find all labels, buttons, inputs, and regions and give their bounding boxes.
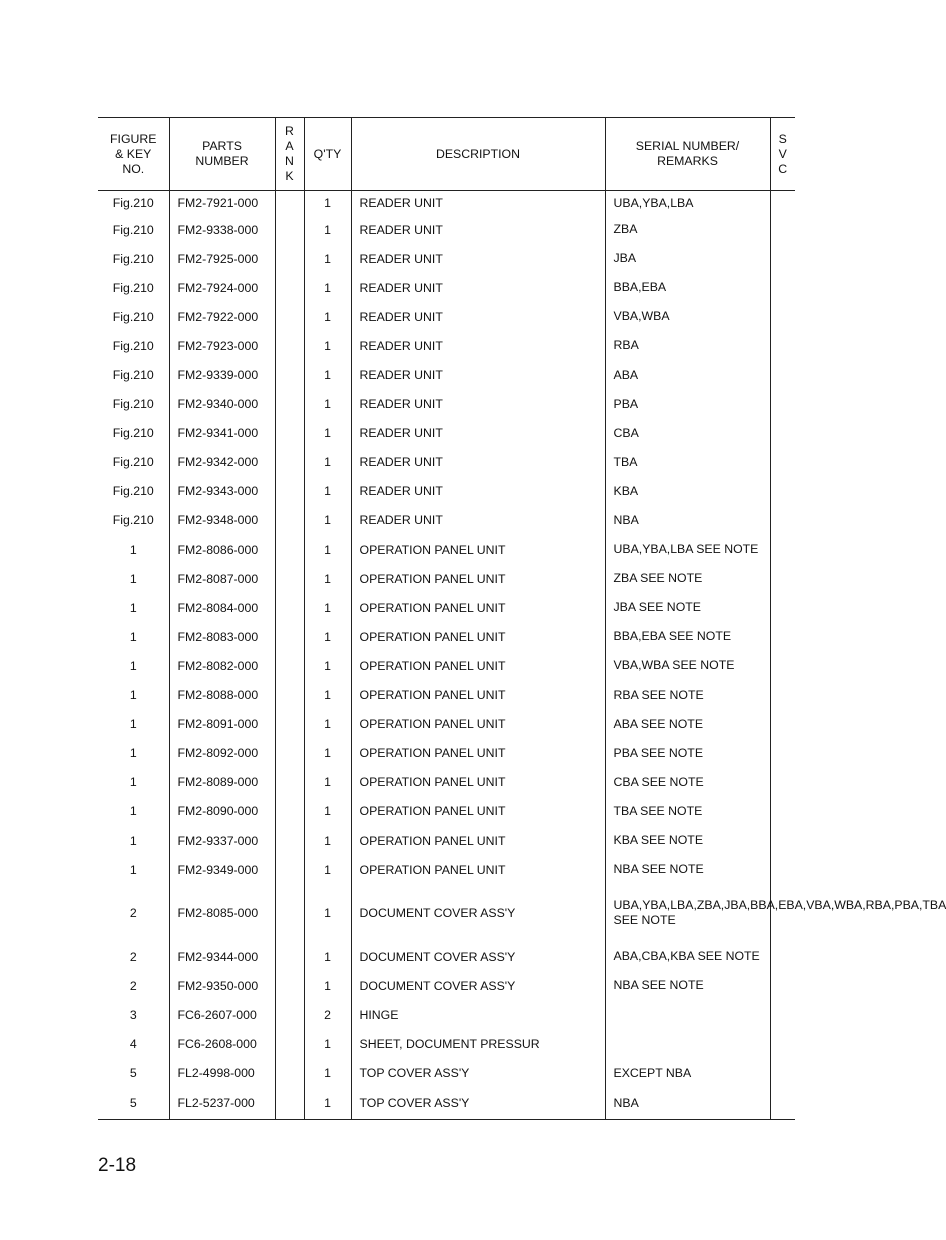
header-figure-key-no xyxy=(98,118,169,191)
cell-qty: 1 xyxy=(304,302,351,331)
table-row xyxy=(98,477,795,506)
cell-description: DOCUMENT COVER ASS'Y xyxy=(351,942,605,971)
header-serial-line: SERIAL NUMBER/ xyxy=(635,139,740,153)
cell-qty: 1 xyxy=(304,1029,351,1058)
table-row xyxy=(98,419,795,448)
cell-qty: 1 xyxy=(304,215,351,244)
table-body xyxy=(98,191,946,1120)
header-rank xyxy=(275,118,304,191)
cell-qty: 1 xyxy=(304,360,351,389)
cell-qty: 1 xyxy=(304,942,351,971)
cell-description: OPERATION PANEL UNIT xyxy=(351,535,605,564)
cell-description: TOP COVER ASS'Y xyxy=(351,1059,605,1088)
cell-figure-key: 1 xyxy=(129,833,137,848)
cell-qty: 1 xyxy=(304,855,351,884)
cell-part-number: FM2-8082-000 xyxy=(169,651,275,680)
cell-figure-key: 4 xyxy=(129,1036,137,1051)
cell-figure-key: 1 xyxy=(129,688,137,703)
cell-qty: 1 xyxy=(304,506,351,535)
cell-serial-remarks: NBA xyxy=(605,1088,770,1120)
cell-svc xyxy=(770,1088,795,1120)
cell-serial-remarks: UBA,YBA,LBA SEE NOTE xyxy=(605,535,770,564)
cell-svc xyxy=(770,884,795,942)
cell-svc xyxy=(770,942,795,971)
table-row xyxy=(98,273,795,302)
cell-part-number: FM2-8085-000 xyxy=(169,884,275,942)
cell-svc xyxy=(770,710,795,739)
cell-serial-remarks: JBA SEE NOTE xyxy=(605,593,770,622)
cell-description: OPERATION PANEL UNIT xyxy=(351,768,605,797)
cell-serial-remarks: ABA SEE NOTE xyxy=(605,710,770,739)
cell-rank xyxy=(275,1059,304,1088)
cell-serial-remarks: ABA xyxy=(605,360,770,389)
cell-serial-remarks xyxy=(605,1000,770,1029)
cell-svc xyxy=(770,419,795,448)
cell-rank xyxy=(275,593,304,622)
cell-qty: 1 xyxy=(304,826,351,855)
cell-part-number: FM2-8089-000 xyxy=(169,768,275,797)
cell-svc xyxy=(770,593,795,622)
cell-part-number: FC6-2608-000 xyxy=(169,1029,275,1058)
cell-figure-key: Fig.210 xyxy=(112,222,154,237)
cell-qty: 2 xyxy=(304,1000,351,1029)
cell-part-number: FL2-5237-000 xyxy=(169,1088,275,1120)
cell-rank xyxy=(275,390,304,419)
cell-figure-key: Fig.210 xyxy=(112,309,154,324)
cell-figure-key: Fig.210 xyxy=(112,251,154,266)
cell-description: OPERATION PANEL UNIT xyxy=(351,593,605,622)
cell-qty: 1 xyxy=(304,1088,351,1120)
table-row xyxy=(98,710,795,739)
cell-rank xyxy=(275,448,304,477)
cell-description: READER UNIT xyxy=(351,506,605,535)
cell-part-number: FC6-2607-000 xyxy=(169,1000,275,1029)
table-header-row xyxy=(98,118,795,191)
cell-svc xyxy=(770,302,795,331)
cell-serial-remarks: TBA xyxy=(605,448,770,477)
cell-figure-key: 3 xyxy=(129,1007,137,1022)
header-rank-text: RANK xyxy=(285,124,294,183)
cell-svc xyxy=(770,191,795,216)
cell-qty: 1 xyxy=(304,768,351,797)
table-row xyxy=(98,797,795,826)
cell-rank xyxy=(275,215,304,244)
cell-rank xyxy=(275,797,304,826)
cell-description: READER UNIT xyxy=(351,419,605,448)
cell-figure-key: 5 xyxy=(98,1088,169,1120)
cell-qty: 1 xyxy=(304,739,351,768)
cell-part-number: FM2-7924-000 xyxy=(169,273,275,302)
cell-serial-remarks: ABA,CBA,KBA SEE NOTE xyxy=(605,942,770,971)
cell-qty: 1 xyxy=(304,710,351,739)
cell-serial-remarks: ZBA xyxy=(605,215,770,244)
cell-description: HINGE xyxy=(351,1000,605,1029)
cell-qty: 1 xyxy=(304,273,351,302)
cell-rank xyxy=(275,506,304,535)
cell-figure-key: 1 xyxy=(129,746,137,761)
cell-part-number: FM2-9350-000 xyxy=(169,971,275,1000)
table-row xyxy=(98,1088,795,1120)
header-parts-number xyxy=(169,118,275,191)
table-row xyxy=(98,826,795,855)
cell-svc xyxy=(770,797,795,826)
cell-part-number: FM2-9344-000 xyxy=(169,942,275,971)
cell-figure-key: 1 xyxy=(129,571,137,586)
cell-part-number: FL2-4998-000 xyxy=(169,1059,275,1088)
cell-part-number: FM2-8090-000 xyxy=(169,797,275,826)
cell-serial-remarks: EXCEPT NBA xyxy=(605,1059,770,1088)
cell-figure-key: Fig.210 xyxy=(112,484,154,499)
cell-part-number: FM2-9339-000 xyxy=(169,360,275,389)
cell-rank xyxy=(275,477,304,506)
cell-qty: 1 xyxy=(304,477,351,506)
cell-figure-key: 1 xyxy=(129,629,137,644)
cell-part-number: FM2-9342-000 xyxy=(169,448,275,477)
cell-qty: 1 xyxy=(304,390,351,419)
table-row xyxy=(98,739,795,768)
cell-svc xyxy=(770,273,795,302)
table-row xyxy=(98,390,795,419)
cell-qty: 1 xyxy=(304,535,351,564)
parts-table xyxy=(98,117,946,1120)
table-row xyxy=(98,564,795,593)
cell-qty: 1 xyxy=(304,884,351,942)
header-serial-remarks xyxy=(605,118,770,191)
cell-figure-key: 1 xyxy=(129,658,137,673)
cell-part-number: FM2-7925-000 xyxy=(169,244,275,273)
cell-description: OPERATION PANEL UNIT xyxy=(351,797,605,826)
header-parts-line: NUMBER xyxy=(195,154,249,168)
header-serial-line: REMARKS xyxy=(657,154,718,168)
table-row xyxy=(98,884,795,942)
cell-figure-key: Fig.210 xyxy=(112,455,154,470)
cell-rank xyxy=(275,244,304,273)
cell-svc xyxy=(770,506,795,535)
cell-svc xyxy=(770,390,795,419)
cell-qty: 1 xyxy=(304,1059,351,1088)
cell-rank xyxy=(275,681,304,710)
cell-svc xyxy=(770,1029,795,1058)
table-row xyxy=(98,971,795,1000)
cell-serial-remarks: PBA xyxy=(605,390,770,419)
cell-svc xyxy=(770,739,795,768)
cell-rank xyxy=(275,651,304,680)
table-row xyxy=(98,215,795,244)
cell-serial-remarks: TBA SEE NOTE xyxy=(605,797,770,826)
cell-svc xyxy=(770,768,795,797)
table-row xyxy=(98,593,795,622)
cell-rank xyxy=(275,1029,304,1058)
table-row xyxy=(98,535,795,564)
cell-description: READER UNIT xyxy=(351,331,605,360)
cell-description: READER UNIT xyxy=(351,273,605,302)
cell-description: OPERATION PANEL UNIT xyxy=(351,681,605,710)
table-row xyxy=(98,331,795,360)
cell-svc xyxy=(770,971,795,1000)
cell-serial-remarks: CBA SEE NOTE xyxy=(605,768,770,797)
cell-svc xyxy=(770,360,795,389)
cell-qty: 1 xyxy=(304,681,351,710)
cell-part-number: FM2-9338-000 xyxy=(169,215,275,244)
cell-rank xyxy=(275,564,304,593)
cell-description: READER UNIT xyxy=(351,448,605,477)
cell-part-number: FM2-8088-000 xyxy=(169,681,275,710)
header-svc xyxy=(770,118,795,191)
cell-description: READER UNIT xyxy=(351,244,605,273)
cell-rank xyxy=(275,419,304,448)
cell-svc xyxy=(770,535,795,564)
cell-serial-remarks xyxy=(605,1029,770,1058)
cell-rank xyxy=(275,739,304,768)
table-row xyxy=(98,448,795,477)
cell-qty: 1 xyxy=(304,593,351,622)
cell-part-number: FM2-8091-000 xyxy=(169,710,275,739)
header-figure-line: FIGURE xyxy=(110,131,157,146)
cell-figure-key: 1 xyxy=(129,862,137,877)
cell-serial-remarks: CBA xyxy=(605,419,770,448)
cell-rank xyxy=(275,191,304,216)
cell-qty: 1 xyxy=(304,191,351,216)
cell-part-number: FM2-8086-000 xyxy=(169,535,275,564)
cell-svc xyxy=(770,855,795,884)
cell-figure-key: 1 xyxy=(129,804,137,819)
cell-rank xyxy=(275,971,304,1000)
cell-qty: 1 xyxy=(304,971,351,1000)
cell-svc xyxy=(770,477,795,506)
cell-serial-remarks: KBA SEE NOTE xyxy=(605,826,770,855)
cell-rank xyxy=(275,622,304,651)
table-row xyxy=(98,360,795,389)
table-row xyxy=(98,1000,795,1029)
cell-rank xyxy=(275,884,304,942)
cell-serial-remarks: NBA SEE NOTE xyxy=(605,855,770,884)
cell-svc xyxy=(770,244,795,273)
table-row xyxy=(98,506,795,535)
cell-svc xyxy=(770,826,795,855)
table-row xyxy=(98,1029,795,1058)
cell-description: READER UNIT xyxy=(351,360,605,389)
cell-serial-remarks: NBA SEE NOTE xyxy=(605,971,770,1000)
cell-description: READER UNIT xyxy=(351,390,605,419)
table-row xyxy=(98,1059,795,1088)
cell-rank xyxy=(275,1088,304,1120)
cell-description: OPERATION PANEL UNIT xyxy=(351,651,605,680)
cell-part-number: FM2-7922-000 xyxy=(169,302,275,331)
header-figure-line: NO. xyxy=(122,161,145,176)
header-description: DESCRIPTION xyxy=(351,118,605,191)
cell-serial-remarks: UBA,YBA,LBA,ZBA,JBA,BBA,EBA,VBA,WBA,RBA,PBA,TBA SEE NOTE xyxy=(605,884,770,942)
page-number: 2-18 xyxy=(98,1155,137,1176)
table-row xyxy=(98,302,795,331)
cell-part-number: FM2-9340-000 xyxy=(169,390,275,419)
cell-serial-remarks: VBA,WBA xyxy=(605,302,770,331)
cell-serial-remarks: NBA xyxy=(605,506,770,535)
table-row xyxy=(98,244,795,273)
cell-part-number: FM2-8087-000 xyxy=(169,564,275,593)
cell-description: OPERATION PANEL UNIT xyxy=(351,855,605,884)
cell-figure-key: 2 xyxy=(129,978,137,993)
cell-description: TOP COVER ASS'Y xyxy=(351,1088,605,1120)
header-svc-text: SVC xyxy=(778,131,788,176)
header-qty: Q'TY xyxy=(304,118,351,191)
cell-rank xyxy=(275,302,304,331)
cell-figure-key: 5 xyxy=(129,1066,137,1081)
cell-rank xyxy=(275,273,304,302)
cell-part-number: FM2-9343-000 xyxy=(169,477,275,506)
cell-qty: 1 xyxy=(304,797,351,826)
cell-serial-remarks: VBA,WBA SEE NOTE xyxy=(605,651,770,680)
cell-description: OPERATION PANEL UNIT xyxy=(351,564,605,593)
cell-figure-key: 1 xyxy=(129,717,137,732)
cell-svc xyxy=(770,331,795,360)
cell-figure-key: 2 xyxy=(129,949,137,964)
cell-figure-key: 2 xyxy=(129,906,137,921)
table-row xyxy=(98,651,795,680)
cell-description: DOCUMENT COVER ASS'Y xyxy=(351,884,605,942)
cell-description: OPERATION PANEL UNIT xyxy=(351,826,605,855)
cell-part-number: FM2-7923-000 xyxy=(169,331,275,360)
cell-part-number: FM2-7921-000 xyxy=(169,191,275,216)
cell-svc xyxy=(770,651,795,680)
cell-qty: 1 xyxy=(304,448,351,477)
cell-description: OPERATION PANEL UNIT xyxy=(351,739,605,768)
cell-rank xyxy=(275,1000,304,1029)
cell-serial-remarks: PBA SEE NOTE xyxy=(605,739,770,768)
cell-qty: 1 xyxy=(304,564,351,593)
cell-svc xyxy=(770,448,795,477)
cell-qty: 1 xyxy=(304,651,351,680)
cell-svc xyxy=(770,1000,795,1029)
cell-rank xyxy=(275,768,304,797)
table-row xyxy=(98,191,795,216)
cell-figure-key: Fig.210 xyxy=(112,196,154,210)
cell-description: READER UNIT xyxy=(351,302,605,331)
cell-figure-key: Fig.210 xyxy=(112,426,154,441)
cell-description: READER UNIT xyxy=(351,477,605,506)
cell-serial-remarks: ZBA SEE NOTE xyxy=(605,564,770,593)
cell-description: READER UNIT xyxy=(351,215,605,244)
cell-figure-key: 1 xyxy=(129,775,137,790)
cell-svc xyxy=(770,622,795,651)
cell-figure-key: Fig.210 xyxy=(112,513,154,528)
cell-serial-remarks: JBA xyxy=(605,244,770,273)
header-figure-line: & KEY xyxy=(115,146,152,161)
table-row xyxy=(98,622,795,651)
cell-description: OPERATION PANEL UNIT xyxy=(351,710,605,739)
cell-figure-key: 1 xyxy=(129,542,137,557)
cell-description: OPERATION PANEL UNIT xyxy=(351,622,605,651)
cell-serial-remarks: RBA xyxy=(605,331,770,360)
cell-part-number: FM2-8092-000 xyxy=(169,739,275,768)
cell-rank xyxy=(275,331,304,360)
cell-part-number: FM2-9348-000 xyxy=(169,506,275,535)
cell-part-number: FM2-9349-000 xyxy=(169,855,275,884)
table-row xyxy=(98,768,795,797)
cell-part-number: FM2-8083-000 xyxy=(169,622,275,651)
cell-qty: 1 xyxy=(304,419,351,448)
cell-figure-key: 1 xyxy=(129,600,137,615)
cell-svc xyxy=(770,564,795,593)
cell-rank xyxy=(275,360,304,389)
cell-part-number: FM2-9337-000 xyxy=(169,826,275,855)
cell-part-number: FM2-9341-000 xyxy=(169,419,275,448)
cell-qty: 1 xyxy=(304,244,351,273)
cell-svc xyxy=(770,681,795,710)
cell-figure-key: Fig.210 xyxy=(112,280,154,295)
cell-figure-key: Fig.210 xyxy=(112,368,154,383)
cell-rank xyxy=(275,855,304,884)
cell-qty: 1 xyxy=(304,331,351,360)
cell-serial-remarks: RBA SEE NOTE xyxy=(605,681,770,710)
cell-svc xyxy=(770,215,795,244)
cell-rank xyxy=(275,535,304,564)
cell-qty: 1 xyxy=(304,622,351,651)
cell-serial-remarks: KBA xyxy=(605,477,770,506)
cell-part-number: FM2-8084-000 xyxy=(169,593,275,622)
header-parts-line: PARTS xyxy=(202,139,242,153)
cell-serial-remarks: BBA,EBA xyxy=(605,273,770,302)
cell-description: DOCUMENT COVER ASS'Y xyxy=(351,971,605,1000)
cell-serial-remarks: UBA,YBA,LBA xyxy=(605,191,770,216)
cell-rank xyxy=(275,710,304,739)
cell-description: READER UNIT xyxy=(351,191,605,216)
cell-figure-key: Fig.210 xyxy=(112,338,154,353)
table-row xyxy=(98,855,795,884)
cell-svc xyxy=(770,1059,795,1088)
table-row xyxy=(98,681,795,710)
table-row xyxy=(98,942,795,971)
cell-figure-key: Fig.210 xyxy=(112,397,154,412)
cell-description: SHEET, DOCUMENT PRESSUR xyxy=(351,1029,605,1058)
cell-serial-remarks: BBA,EBA SEE NOTE xyxy=(605,622,770,651)
cell-rank xyxy=(275,826,304,855)
cell-rank xyxy=(275,942,304,971)
